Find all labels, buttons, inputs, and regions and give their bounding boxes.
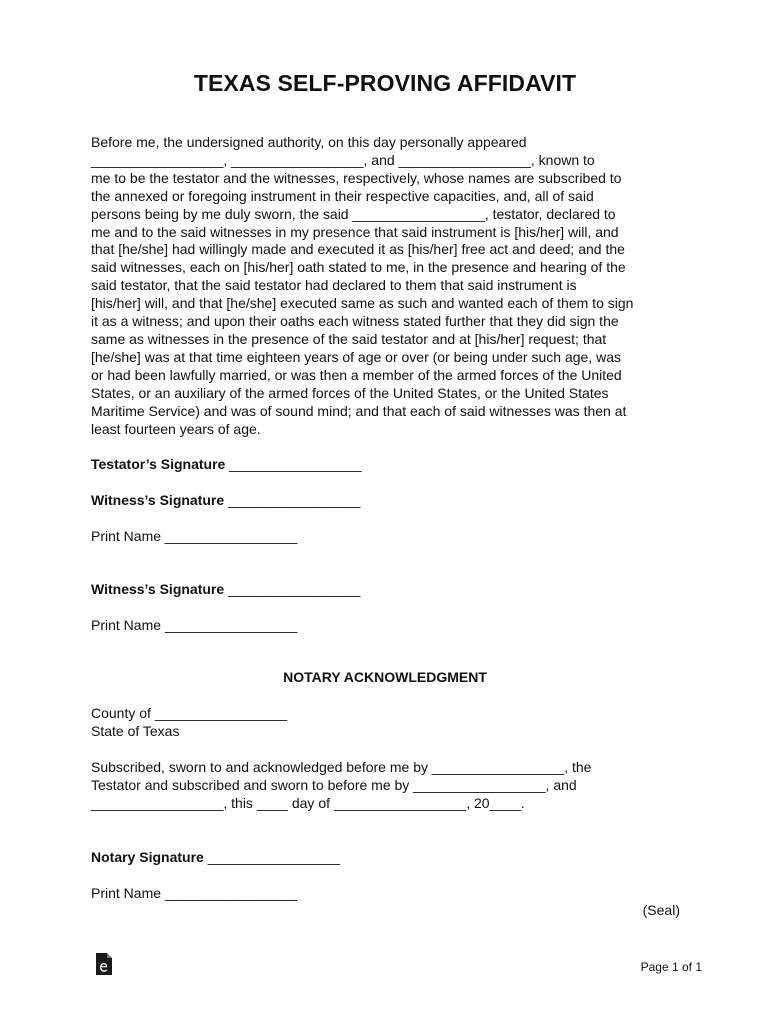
notary-signature-blank[interactable]: _________________	[207, 849, 341, 865]
witness-1-print-name-line	[91, 528, 297, 544]
testator-signature-blank[interactable]: _________________	[229, 456, 362, 472]
witness-2-signature-blank[interactable]: _________________	[228, 581, 361, 597]
witness-1-signature-label: Witness’s Signature	[91, 492, 225, 508]
notary-subscribed-text: Subscribed, sworn to and acknowledged before me by _________________, the Testator and subscribed and sworn to before me by _________________, and _________________, this ____ day of _________________, 20____.	[91, 759, 592, 811]
witness-2-print-name-line	[91, 617, 297, 633]
witness-2-print-name-blank[interactable]: _________________	[164, 617, 298, 633]
testator-signature-line	[91, 456, 362, 472]
testator-signature-label: Testator’s Signature	[91, 456, 226, 472]
witness-2-signature-line	[91, 581, 360, 597]
document-title: TEXAS SELF-PROVING AFFIDAVIT	[193, 70, 577, 96]
witness-1-print-name-label: Print Name	[91, 528, 162, 544]
witness-1-signature-blank[interactable]: _________________	[228, 492, 361, 508]
notary-signature-line	[91, 849, 340, 865]
witness-2-signature-label: Witness’s Signature	[91, 581, 225, 597]
page-number: Page 1 of 1	[640, 960, 702, 974]
notary-county-state: County of _________________ State of Texas	[91, 705, 288, 739]
eforms-logo-icon	[95, 952, 113, 976]
notary-signature-label: Notary Signature	[91, 849, 204, 865]
notary-print-name-label: Print Name	[91, 885, 162, 901]
witness-1-print-name-blank[interactable]: _________________	[164, 528, 298, 544]
witness-1-signature-line	[91, 492, 360, 508]
affidavit-body-text: Before me, the undersigned authority, on this day personally appeared _________________, _________________, and _________________, known to me to be the testator and the witnesses, respectively, whose names are subscribed to the annexed or foregoing instrument in their respective capacities, and, all of said persons being by me duly sworn, the said _________________, testator, declared to me and to the said witnesses in my presence that said instrument is [his/her] will, and that [he/she] had willingly made and executed it as [his/her] free act and deed; and the said witnesses, each on [his/her] oath stated to me, in the presence and hearing of the said testator, that the said testator had declared to them that said instrument is [his/her] will, and that [he/she] executed same as such and wanted each of them to sign it as a witness; and upon their oaths each witness stated further that they did sign the same as witnesses in the presence of the said testator and at [his/her] request; that [he/she] was at that time eighteen years of age or over (or being under such age, was or had been lawfully married, or was then a member of the armed forces of the United States, or an auxiliary of the armed forces of the United States, or the United States Maritime Service) and was of sound mind; and that each of said witnesses was then at least fourteen years of age.	[91, 134, 634, 437]
notary-print-name-line	[91, 885, 297, 901]
notary-acknowledgment-heading: NOTARY ACKNOWLEDGMENT	[283, 669, 487, 685]
notary-print-name-blank[interactable]: _________________	[164, 885, 298, 901]
notary-seal-label: (Seal)	[642, 902, 680, 918]
witness-2-print-name-label: Print Name	[91, 617, 162, 633]
